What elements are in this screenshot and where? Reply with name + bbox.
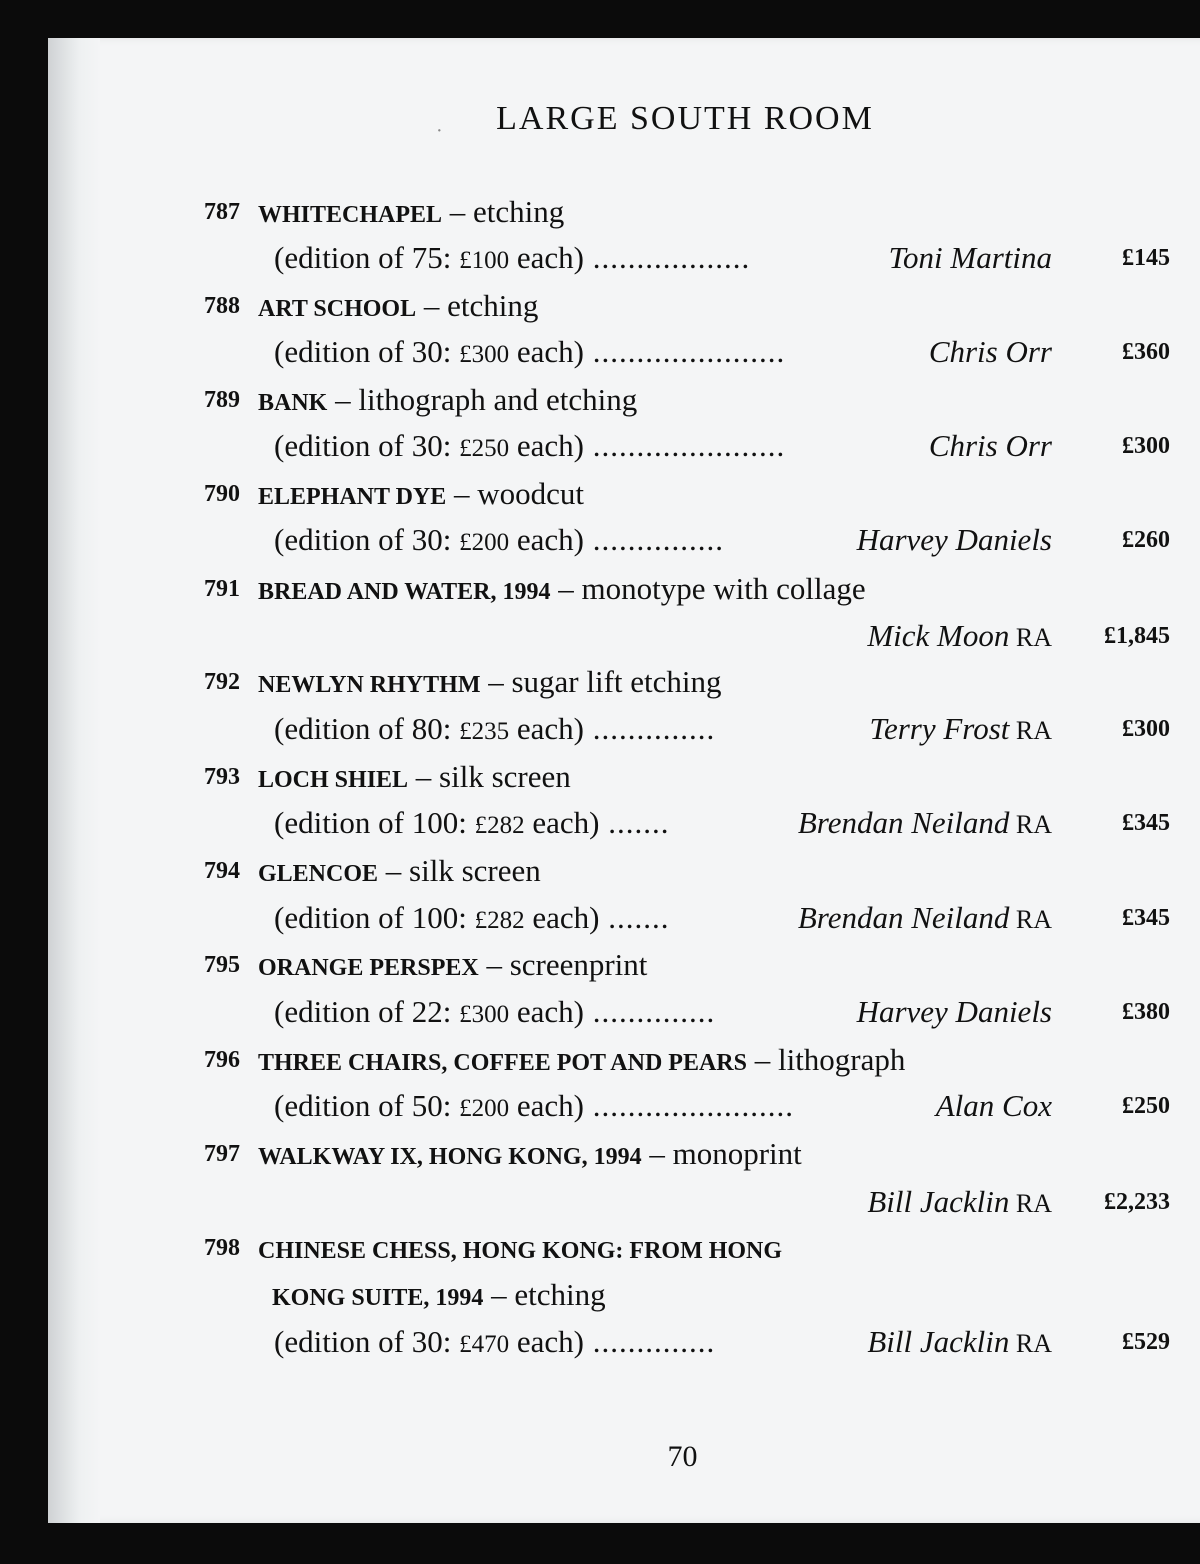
dot-leader: .............. [583,994,716,1029]
decorative-dot: · [436,120,443,142]
entry-title [258,1226,782,1273]
edition-end: each) [509,240,584,275]
entry-number: 788 [204,293,240,319]
entry-medium: – screenprint [486,947,648,982]
dot-leader: ....................... [583,1088,794,1123]
edition-price: £250 [459,435,510,462]
dot-leader: .................. [583,240,751,275]
entry-name: BANK [258,390,328,416]
entry-detail-line [0,707,1200,751]
artist-name: Harvey Daniels [856,522,1052,557]
entry-title [258,849,541,896]
entry-number: 796 [204,1047,240,1073]
entry-medium: – etching [423,288,539,323]
edition-text: (edition of 30: [274,1324,460,1359]
entry-medium: – silk screen [415,759,571,794]
edition-text: (edition of 22: [274,994,460,1029]
dot-leader: .............. [583,1324,716,1359]
entry-number: 795 [204,952,240,978]
artist-name: Chris Orr [928,334,1052,369]
entry-heading-line [0,849,1200,893]
entry-detail-line [0,1084,1200,1128]
edition-price: £200 [459,1095,510,1122]
artist-name: Brendan Neiland [797,900,1010,935]
entry-artist [889,236,1052,282]
entry-price: £2,233 [1104,1189,1170,1215]
entry-edition [274,801,669,848]
entry-detail-line [0,1320,1200,1364]
artist-name: Toni Martina [888,240,1052,275]
entry-artist [929,424,1052,470]
entry-edition [274,330,785,377]
entry-heading-line [0,472,1200,516]
entry-edition [274,424,785,471]
entry-number: 787 [204,199,240,225]
edition-price: £200 [459,529,510,556]
entry-title [258,755,571,802]
entry-price: £345 [1122,905,1170,931]
entry-title [258,190,564,237]
entry-title [258,472,584,519]
dot-leader: ............... [583,522,724,557]
entry-name: BREAD AND WATER, 1994 [258,579,551,605]
entry-heading-line [0,567,1200,611]
entry-artist [867,1180,1052,1226]
entry-title [258,1132,802,1179]
entry-title [258,660,722,707]
entry-heading-line [0,1132,1200,1176]
entry-number: 798 [204,1235,240,1261]
edition-end: each) [509,334,584,369]
edition-price: £282 [474,907,525,934]
edition-text: (edition of 30: [274,522,460,557]
entry-number: 794 [204,858,240,884]
edition-price: £282 [474,812,525,839]
entry-price: £250 [1122,1093,1170,1119]
dot-leader: ...................... [583,428,786,463]
entry-heading-line [0,943,1200,987]
entry-price: £360 [1122,339,1170,365]
entry-price: £260 [1122,527,1170,553]
edition-price: £100 [459,247,510,274]
edition-price: £235 [459,718,510,745]
edition-end: each) [524,805,600,840]
edition-text: (edition of 80: [274,711,460,746]
entry-price: £300 [1122,433,1170,459]
entry-medium: – lithograph and etching [335,382,638,417]
entry-detail-line [0,614,1200,658]
entry-detail-line [0,518,1200,562]
edition-text: (edition of 100: [274,805,475,840]
entry-heading-line [0,755,1200,799]
entry-medium: – silk screen [385,853,541,888]
entry-artist [929,330,1052,376]
artist-suffix: RA [1009,810,1052,839]
edition-end: each) [509,522,584,557]
entry-edition [274,1320,715,1367]
entry-edition [274,518,724,565]
entry-heading-line [0,660,1200,704]
entry-name: ART SCHOOL [258,296,417,322]
edition-end: each) [509,428,584,463]
edition-price: £300 [459,1001,510,1028]
entry-number: 793 [204,764,240,790]
entry-price: £380 [1122,999,1170,1025]
entry-artist [936,1084,1052,1130]
entry-artist [870,707,1052,753]
entry-price: £1,845 [1104,623,1170,649]
artist-name: Bill Jacklin [867,1184,1010,1219]
entry-name: WHITECHAPEL [258,202,443,228]
entry-heading-line [0,1226,1200,1270]
entry-price: £529 [1122,1329,1170,1355]
entry-name: CHINESE CHESS, HONG KONG: FROM HONG [258,1238,783,1264]
entry-medium: – etching [491,1277,606,1312]
entry-medium: – etching [449,194,565,229]
artist-name: Terry Frost [869,711,1010,746]
entry-heading-line [0,378,1200,422]
entry-name: ELEPHANT DYE [258,484,447,510]
entry-artist [867,1320,1052,1366]
artist-suffix: RA [1009,623,1052,652]
edition-end: each) [509,1324,584,1359]
entry-detail-line [0,990,1200,1034]
entry-artist [857,990,1052,1036]
entry-edition [274,990,715,1037]
entry-title [258,567,866,614]
entry-detail-line [0,330,1200,374]
edition-text: (edition of 30: [274,334,460,369]
entry-edition [274,896,669,943]
edition-text: (edition of 100: [274,900,475,935]
artist-name: Bill Jacklin [867,1324,1010,1359]
entry-title [258,1038,905,1085]
entry-medium: – monoprint [649,1136,802,1171]
entry-medium: – sugar lift etching [488,664,722,699]
artist-name: Harvey Daniels [856,994,1052,1029]
dot-leader: ...................... [583,334,786,369]
edition-end: each) [524,900,600,935]
entry-artist [857,518,1052,564]
entry-edition [274,1084,794,1131]
entry-price: £300 [1122,716,1170,742]
entry-title-continuation [0,1273,1200,1317]
entry-detail-line [0,896,1200,940]
edition-end: each) [509,1088,584,1123]
entry-medium: – monotype with collage [558,571,866,606]
entry-medium: – woodcut [454,476,585,511]
artist-name: Chris Orr [928,428,1052,463]
entry-heading-line [0,284,1200,328]
entry-artist [798,896,1052,942]
artist-name: Brendan Neiland [797,805,1010,840]
dot-leader: ....... [599,900,670,935]
entry-number: 797 [204,1141,240,1167]
artist-suffix: RA [1009,905,1052,934]
edition-text: (edition of 50: [274,1088,460,1123]
entry-name: NEWLYN RHYTHM [258,672,481,698]
dot-leader: ....... [599,805,670,840]
entry-name-cont: KONG SUITE, 1994 [272,1285,484,1311]
entry-name: ORANGE PERSPEX [258,955,479,981]
entry-title-cont [272,1273,606,1320]
entry-detail-line [0,1180,1200,1224]
entry-detail-line [0,424,1200,468]
entry-number: 792 [204,669,240,695]
page-title: LARGE SOUTH ROOM [496,100,874,137]
entry-number: 791 [204,576,240,602]
entry-detail-line [0,801,1200,845]
artist-suffix: RA [1009,1329,1052,1358]
entry-title [258,943,647,990]
edition-end: each) [509,994,584,1029]
edition-text: (edition of 75: [274,240,460,275]
page-number: 70 [667,1440,698,1473]
dot-leader: .............. [583,711,716,746]
artist-name: Mick Moon [867,618,1010,653]
artist-name: Alan Cox [935,1088,1052,1123]
entry-medium: – lithograph [754,1042,906,1077]
entry-price: £145 [1122,245,1170,271]
edition-price: £300 [459,341,510,368]
entry-heading-line [0,190,1200,234]
edition-price: £470 [459,1331,510,1358]
entry-artist [867,614,1052,660]
entry-name: WALKWAY IX, HONG KONG, 1994 [258,1144,642,1170]
entry-title [258,284,538,331]
edition-text: (edition of 30: [274,428,460,463]
artist-suffix: RA [1009,1189,1052,1218]
entry-price: £345 [1122,810,1170,836]
artist-suffix: RA [1009,716,1052,745]
entry-edition [274,707,715,754]
edition-end: each) [509,711,584,746]
entry-number: 790 [204,481,240,507]
entry-number: 789 [204,387,240,413]
entry-detail-line [0,236,1200,280]
entry-title [258,378,637,425]
entry-artist [798,801,1052,847]
entry-edition [274,236,750,283]
entry-heading-line [0,1038,1200,1082]
entry-name: GLENCOE [258,861,379,887]
entry-name: LOCH SHIEL [258,767,409,793]
entry-name: THREE CHAIRS, COFFEE POT AND PEARS [258,1050,747,1076]
